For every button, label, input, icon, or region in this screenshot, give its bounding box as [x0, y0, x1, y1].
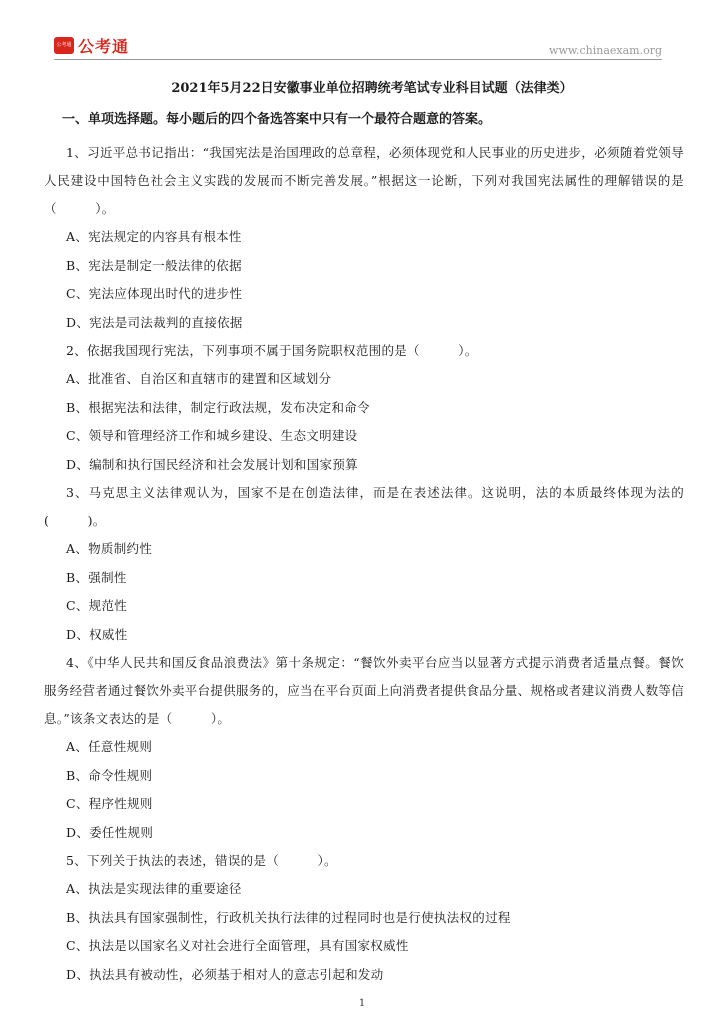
option-a: A、任意性规则	[66, 739, 153, 754]
option-a: A、物质制约性	[66, 541, 153, 556]
option-d: D、执法具有被动性，必须基于相对人的意志引起和发动	[66, 966, 384, 982]
page-header	[0, 0, 724, 62]
question-2	[44, 337, 684, 479]
option-a: A、执法是实现法律的重要途径	[66, 881, 242, 896]
header-divider	[54, 59, 662, 60]
option-b: B、执法具有国家强制性，行政机关执行法律的过程同时也是行使执法权的过程	[66, 909, 511, 925]
option-d: D、宪法是司法裁判的直接依据	[66, 314, 243, 330]
question-stem: 5、下列关于执法的表述，错误的是（ ）。	[66, 853, 337, 868]
question-1	[44, 139, 684, 337]
option-b: B、强制性	[66, 569, 127, 585]
option-c: C、执法是以国家名义对社会进行全面管理，具有国家权威性	[66, 938, 409, 953]
question-stem: 1、习近平总书记指出：“我国宪法是治国理政的总章程，必须体现党和人民事业的历史进步，必须随着党领导人民建设中国特色社会主义实践的发展而不断完善发展。”根据这一论断，下列对我国宪法属性的理解错误的是（ ）。	[44, 145, 684, 216]
question-stem: 3、马克思主义法律观认为，国家不是在创造法律，而是在表述法律。这说明，法的本质最终体现为法的( )。	[44, 485, 684, 528]
question-3	[44, 479, 684, 649]
question-4	[44, 649, 684, 847]
option-b: B、根据宪法和法律，制定行政法规，发布决定和命令	[66, 399, 370, 415]
document-title: 2021年5月22日安徽事业单位招聘统考笔试专业科目试题（法律类）	[171, 81, 573, 96]
option-d: D、委任性规则	[66, 824, 154, 840]
document-body	[44, 77, 684, 989]
question-stem: 2、依据我国现行宪法，下列事项不属于国务院职权范围的是（ ）。	[66, 343, 478, 358]
option-c: C、宪法应体现出时代的进步性	[66, 286, 243, 301]
logo-badge-icon: 公考通	[54, 37, 74, 54]
question-stem: 4、《中华人民共和国反食品浪费法》第十条规定：“餐饮外卖平台应当以显著方式提示消费者适量点餐。餐饮服务经营者通过餐饮外卖平台提供服务的，应当在平台页面上向消费者提供食品分量、规格或者建议消费人数等信息。”该条文表达的是（ ）。	[44, 655, 685, 726]
option-a: A、宪法规定的内容具有根本性	[66, 229, 242, 244]
option-c: C、程序性规则	[66, 796, 153, 811]
option-d: D、编制和执行国民经济和社会发展计划和国家预算	[66, 456, 358, 472]
logo-text: 公考通	[78, 37, 130, 56]
option-d: D、权威性	[66, 626, 128, 642]
question-5	[44, 847, 684, 989]
option-b: B、命令性规则	[66, 767, 153, 783]
site-url[interactable]: www.chinaexam.org	[549, 44, 662, 57]
option-c: C、规范性	[66, 598, 128, 613]
section-heading: 一、单项选择题。每小题后的四个备选答案中只有一个最符合题意的答案。	[62, 112, 492, 127]
option-b: B、宪法是制定一般法律的依据	[66, 257, 242, 273]
option-c: C、领导和管理经济工作和城乡建设、生态文明建设	[66, 428, 358, 443]
brand-logo[interactable]	[54, 34, 129, 57]
option-a: A、批准省、自治区和直辖市的建置和区域划分	[66, 371, 332, 386]
page-number: 1	[358, 998, 366, 1009]
